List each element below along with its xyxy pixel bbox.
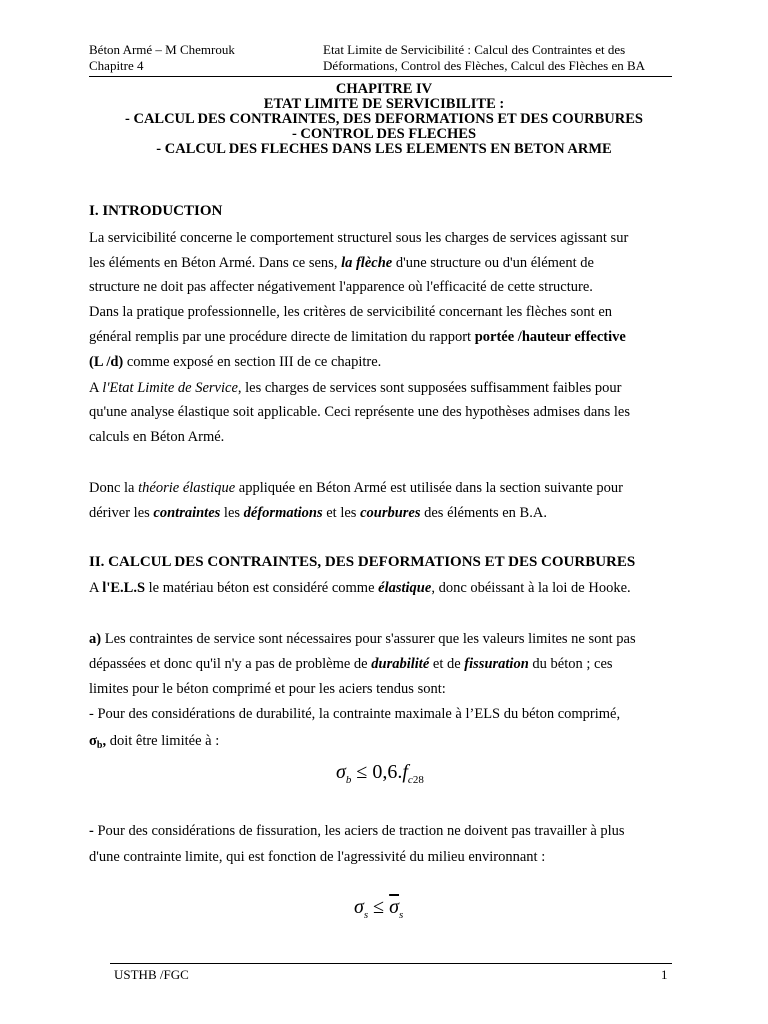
paragraph-line: les éléments en Béton Armé. Dans ce sens, la flèche d'une structure ou d'un élément de [89, 255, 594, 271]
paragraph-line: La servicibilité concerne le comportement structurel sous les charges de services agissant sur [89, 230, 629, 246]
paragraph-line: - Pour des considérations de durabilité, la contrainte maximale à l’ELS du béton comprimé, [89, 706, 621, 722]
paragraph-line: - Pour des considérations de fissuration, les aciers de traction ne doivent pas travailler à plus [89, 823, 625, 839]
chapter-topic-3: - CALCUL DES FLECHES DANS LES ELEMENTS EN BETON ARME [156, 141, 612, 157]
header-left-line2: Chapitre 4 [89, 58, 144, 73]
paragraph-line: A l'Etat Limite de Service, les charges de services sont supposées suffisamment faibles pour [89, 380, 622, 396]
paragraph-line: dépassées et donc qu'il n'y a pas de problème de durabilité et de fissuration du béton ; ces [89, 656, 613, 672]
paragraph-line: général remplis par une procédure directe de limitation du rapport portée /hauteur effective [89, 329, 626, 345]
footer-institution: USTHB /FGC [114, 967, 189, 982]
paragraph-line: Dans la pratique professionnelle, les critères de servicibilité concernant les flèches sont en [89, 304, 613, 320]
paragraph-line: $\sigma_b$, doit être limitée à : [89, 733, 220, 751]
paragraph-line: structure ne doit pas affecter négativement l'apparence où l'efficacité de cette structure. [89, 279, 593, 295]
formula-concrete-stress-limit: $\sigma_b \le 0,6.f_{c28}$ [336, 761, 424, 786]
header-left-line1: Béton Armé – M Chemrouk [89, 42, 235, 57]
section-heading-contraintes: II. CALCUL DES CONTRAINTES, DES DEFORMATIONS ET DES COURBURES [89, 554, 636, 570]
chapter-topic-1: - CALCUL DES CONTRAINTES, DES DEFORMATIONS ET DES COURBURES [125, 111, 643, 127]
paragraph-line: limites pour le béton comprimé et pour les aciers tendus sont: [89, 681, 446, 697]
paragraph-line: A l'E.L.S le matériau béton est considéré comme élastique, donc obéissant à la loi de Hooke. [89, 580, 631, 596]
paragraph-line: Donc la théorie élastique appliquée en Béton Armé est utilisée dans la section suivante pour [89, 480, 623, 496]
header-right-line1: Etat Limite de Servicibilité : Calcul des Contraintes et des [323, 42, 626, 57]
paragraph-line: calculs en Béton Armé. [89, 429, 225, 445]
chapter-topic-2: - CONTROL DES FLECHES [291, 126, 477, 142]
page-number: 1 [661, 967, 668, 982]
header-right-line2: Déformations, Control des Flèches, Calcul des Flèches en BA [323, 58, 646, 73]
paragraph-line: qu'une analyse élastique soit applicable. Ceci représente une des hypothèses admises dans les [89, 404, 630, 420]
section-heading-introduction: I. INTRODUCTION [89, 203, 223, 219]
paragraph-line: dériver les contraintes les déformations et les courbures des éléments en B.A. [89, 505, 547, 521]
paragraph-line: (L /d) comme exposé en section III de ce chapitre. [89, 354, 382, 370]
chapter-subtitle: ETAT LIMITE DE SERVICIBILITE : [263, 96, 505, 112]
footer-rule [110, 963, 672, 964]
header-rule [89, 76, 672, 77]
paragraph-line: d'une contrainte limite, qui est fonction de l'agressivité du milieu environnant : [89, 849, 546, 865]
paragraph-line: a) Les contraintes de service sont nécessaires pour s'assurer que les valeurs limites ne sont pas [89, 631, 636, 647]
formula-steel-stress-limit: $\sigma_s \le \overline{\sigma}_s$ [354, 896, 404, 921]
chapter-title: CHAPITRE IV [335, 81, 433, 97]
